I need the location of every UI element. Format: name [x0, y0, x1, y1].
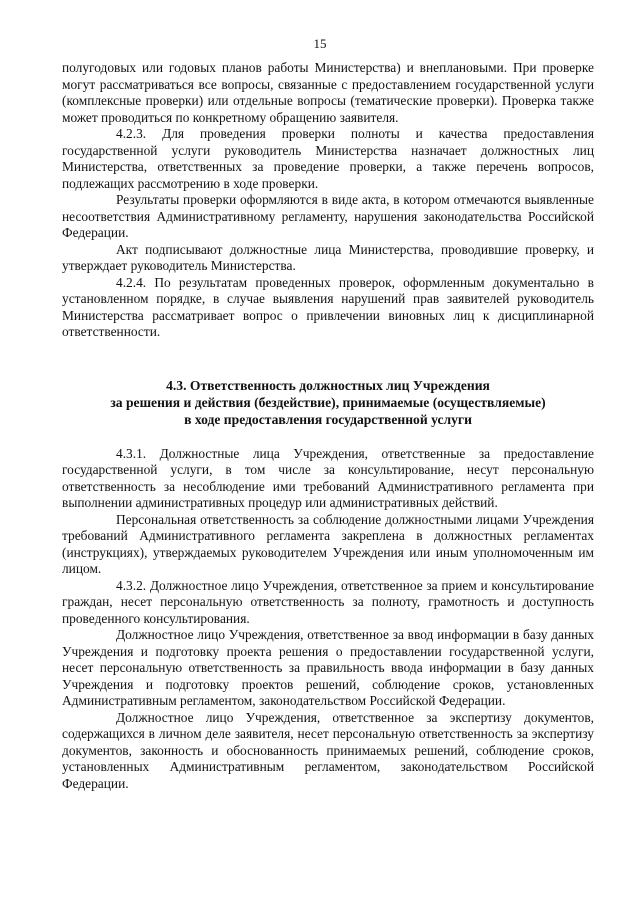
paragraph: Персональная ответственность за соблюдение должностными лицами Учреждения требований Административного регламента закреплена в должностных регламентах (инструкциях), утверждаемых руководителем Учреждения или иным уполномоченным им лицом. [62, 511, 594, 576]
section-heading-line: 4.3. Ответственность должностных лиц Учреждения [166, 377, 490, 393]
page-number: 15 [313, 36, 327, 51]
paragraph-4-3-2: 4.3.2. Должностное лицо Учреждения, ответственное за прием и консультирование граждан, несет персональную ответственность за полноту, грамотность и доступность проведенного консультирования. [62, 577, 594, 626]
paragraph-4-3-1: 4.3.1. Должностные лица Учреждения, ответственные за предоставление государственной услуги, в том числе за консультирование, несут персональную ответственность за несоблюдение ими требований Административного регламента при выполнении административных процедур или административных действий. [62, 445, 594, 510]
section-heading-line: за решения и действия (бездействие), принимаемые (осуществляемые) [110, 394, 546, 410]
section-heading-line: в ходе предоставления государственной услуги [184, 411, 472, 427]
paragraph: Должностное лицо Учреждения, ответственное за ввод информации в базу данных Учреждения и подготовку проекта решения о предоставлении государственной услуги, несет персональную ответственность за правильность ввода информации в базу данных Учреждения и подготовку проектов решений, соблюдение сроков, установленных Административным регламентом, законодательством Российской Федерации. [62, 627, 594, 708]
paragraph-4-2-3: 4.2.3. Для проведения проверки полноты и качества предоставления государственной услуги руководитель Министерства назначает должностных лиц Министерства, ответственных за проведение проверки, а также перечень вопросов, подлежащих рассмотрению в ходе проверки. [62, 126, 594, 191]
paragraph: Акт подписывают должностные лица Министерства, проводившие проверку, и утверждает руководитель Министерства. [62, 241, 594, 273]
paragraph: полугодовых или годовых планов работы Министерства) и внеплановыми. При проверке могут рассматриваться все вопросы, связанные с предоставлением государственной услуги (комплексные проверки) или отдельные вопросы (тематические проверки). Проверка также может проводиться по конкретному обращению заявителя. [62, 60, 594, 125]
paragraph-4-2-4: 4.2.4. По результатам проведенных проверок, оформленным документально в установленном порядке, в случае выявления нарушений прав заявителей руководитель Министерства рассматривает вопрос о привлечении виновных лиц к дисциплинарной ответственности. [62, 274, 594, 339]
section-heading-4-3 [62, 377, 594, 428]
paragraph: Должностное лицо Учреждения, ответственное за экспертизу документов, содержащихся в личном деле заявителя, несет персональную ответственность за экспертизу документов, законность и обоснованность принимаемых решений, соблюдение сроков, установленных Административным регламентом, законодательством Российской Федерации. [62, 709, 594, 791]
paragraph: Результаты проверки оформляются в виде акта, в котором отмечаются выявленные несоответствия Административному регламенту, нарушения законодательства Российской Федерации. [62, 192, 594, 240]
page-content [62, 60, 594, 792]
